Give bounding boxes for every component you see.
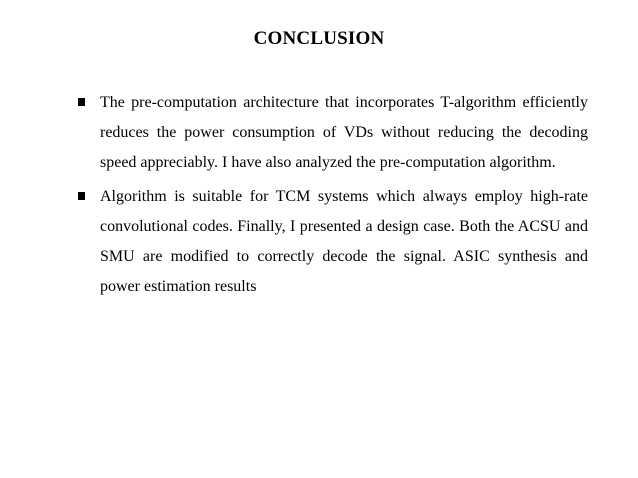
square-bullet-icon <box>78 98 85 106</box>
square-bullet-icon <box>78 192 85 200</box>
bullet-list <box>76 88 588 306</box>
slide-title: CONCLUSION <box>253 28 385 49</box>
bullet-item-1 <box>76 88 588 178</box>
bullet-text-2: Algorithm is suitable for TCM systems which always employ high-rate convolutional codes. Finally, I presented a design case. Both the ACSU and SMU are modified to correctly decode the signal. ASIC synthesis and power estimation results <box>100 188 588 295</box>
bullet-text-1: The pre-computation architecture that incorporates T-algorithm efficiently reduces the power consumption of VDs without reducing the decoding speed appreciably. I have also analyzed the pre-computation algorithm. <box>100 94 588 171</box>
bullet-item-2 <box>76 182 588 302</box>
